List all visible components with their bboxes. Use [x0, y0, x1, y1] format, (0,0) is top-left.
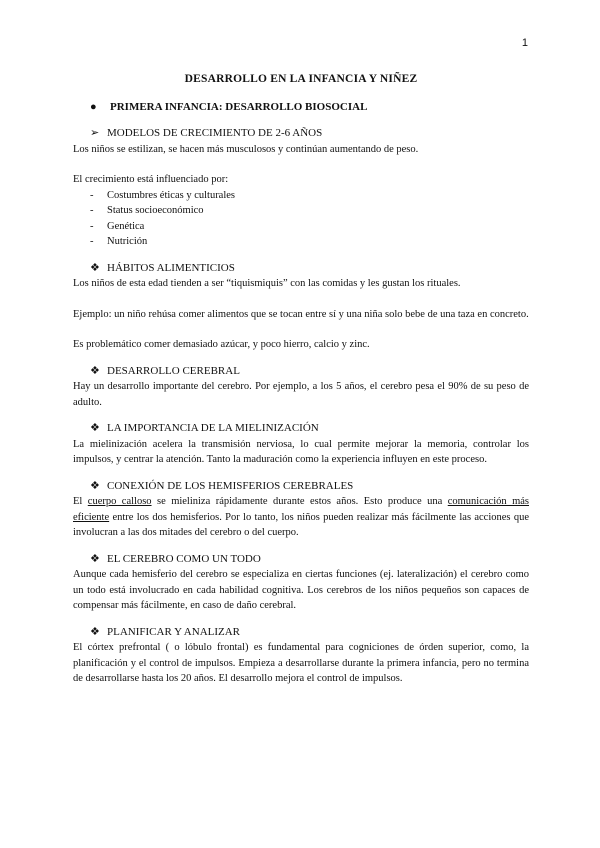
page-number: 1 [521, 37, 528, 49]
subheading-text: DESARROLLO CEREBRAL [107, 364, 240, 377]
subheading-text: EL CEREBRO COMO UN TODO [107, 552, 261, 565]
paragraph: El crecimiento está influenciado por: [73, 174, 229, 185]
section-heading-primera-infancia [90, 100, 529, 116]
subheading-desarrollo-cerebral [90, 364, 529, 380]
subheading-conexion-hemisferios [90, 479, 529, 495]
list-item: - Status socioeconómico [90, 203, 529, 219]
paragraph: Los niños se estilizan, se hacen más musculosos y continúan aumentando de peso. [73, 143, 419, 155]
paragraph [73, 494, 529, 541]
subheading-text: MODELOS DE CRECIMIENTO DE 2-6 AÑOS [107, 127, 323, 139]
paragraph: La mielinización acelera la transmisión nerviosa, lo cual permite mejorar la memoria, controlar los impulsos, y centrar la atención. Tanto la maduración como la experiencia influyen en este proceso. [73, 438, 529, 465]
bullet-icon: ● [90, 100, 97, 113]
diamond-bullet-icon: ❖ [90, 479, 100, 492]
document-title: DESARROLLO EN LA INFANCIA Y NIÑEZ [184, 73, 418, 85]
underlined-term-cuerpo-calloso: cuerpo calloso [87, 496, 152, 507]
paragraph: Ejemplo: un niño rehúsa comer alimentos que se tocan entre sí y una niña solo bebe de una taza en concreto. [73, 308, 529, 320]
list-item: - Genética [90, 219, 529, 235]
section-heading-text: PRIMERA INFANCIA: DESARROLLO BIOSOCIAL [110, 100, 368, 113]
influence-list [73, 188, 529, 250]
text-run: se mieliniza rápidamente durante estos años. Esto produce una [151, 496, 448, 507]
arrow-icon: ➢ [90, 127, 100, 139]
subheading-text: HÁBITOS ALIMENTICIOS [107, 261, 235, 274]
text-run: entre los dos hemisferios. Por lo tanto, los niños pueden realizar más fácilmente las acciones que involucran a las dos mitades del cerebro o del cuerpo. [73, 511, 529, 538]
subheading-modelos-crecimiento [90, 126, 529, 142]
underlined-term-comunicacion: comunicación más eficiente [73, 496, 529, 523]
list-item: - Costumbres éticas y culturales [90, 188, 529, 204]
paragraph: El córtex prefrontal ( o lóbulo frontal) es fundamental para cogniciones de órden superior, como, la planificación y el control de impulsos. Empieza a desarrollarse durante la primera infancia, pero no termina de desarrollarse hasta los 20 años. El desarrollo mejora el control de impulsos. [73, 642, 529, 684]
text-run: El [73, 496, 88, 507]
subheading-text: PLANIFICAR Y ANALIZAR [107, 625, 241, 638]
document-body [73, 72, 529, 687]
paragraph: Hay un desarrollo importante del cerebro. Por ejemplo, a los 5 años, el cerebro pesa el 90% de su peso de adulto. [73, 381, 529, 408]
subheading-mielinizacion [90, 421, 529, 437]
subheading-text: CONEXIÓN DE LOS HEMISFERIOS CEREBRALES [107, 479, 354, 492]
diamond-bullet-icon: ❖ [90, 422, 100, 434]
diamond-bullet-icon: ❖ [90, 552, 100, 565]
diamond-bullet-icon: ❖ [90, 261, 100, 274]
paragraph: Aunque cada hemisferio del cerebro se especializa en ciertas funciones (ej. lateralización) el cerebro como un todo está involucrado en cada habilidad cognitiva. Los cerebros de los niños pequeños son capaces de compensar más fácilmente, en caso de daño cerebral. [73, 569, 529, 611]
paragraph: Los niños de esta edad tienden a ser “tiquismiquis” con las comidas y les gustan los rituales. [73, 278, 461, 289]
subheading-cerebro-como-todo [90, 552, 529, 568]
paragraph: Es problemático comer demasiado azúcar, y poco hierro, calcio y zinc. [73, 339, 370, 350]
diamond-bullet-icon: ❖ [90, 364, 100, 377]
diamond-bullet-icon: ❖ [90, 625, 100, 638]
subheading-text: LA IMPORTANCIA DE LA MIELINIZACIÓN [107, 422, 319, 434]
list-item: - Nutrición [90, 234, 529, 250]
subheading-habitos-alimenticios [90, 261, 529, 277]
subheading-planificar-analizar [90, 625, 529, 641]
